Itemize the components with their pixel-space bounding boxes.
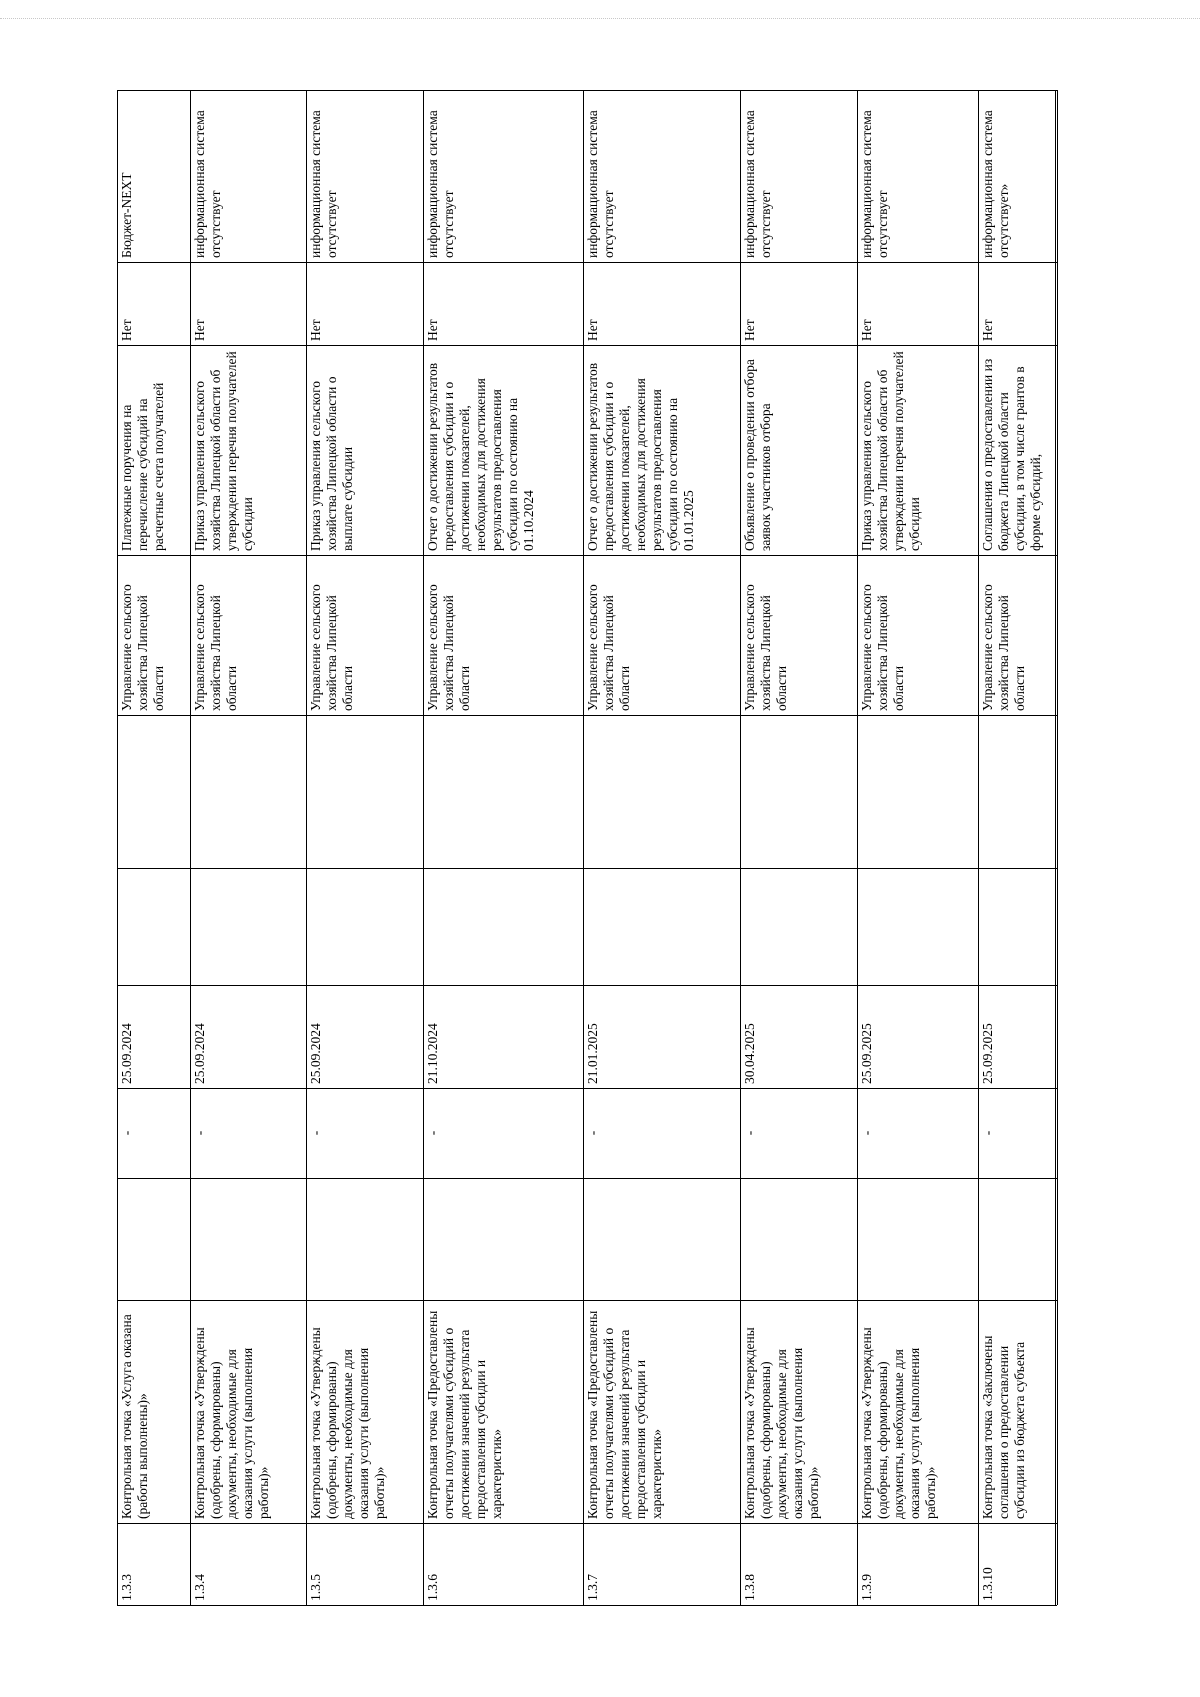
row-1-3-10-system-cell: информационная система отсутствует»	[980, 110, 1011, 258]
row-1-3-7-title-cell: Контрольная точка «Предоставлены отчеты получателями субсидий о достижении значений результата предоставления субсидии и характеристик»	[585, 1310, 664, 1519]
scan-edge-line	[0, 18, 1200, 19]
row-1-3-9-system-cell: информационная система отсутствует	[859, 110, 890, 258]
column-border	[117, 1178, 1057, 1179]
row-1-3-8-num-cell: 1.3.8	[742, 1574, 757, 1601]
row-1-3-5-start-cell	[306, 1178, 423, 1300]
row-1-3-4-c6-cell	[190, 715, 306, 868]
row-1-3-7-document-cell: Отчет о достижении результатов предоставления субсидии и о достижении показателей, необходимых для достижения результатов предоставления субсидии по состоянию на 01.01.2025	[585, 362, 696, 551]
row-1-3-9-start-cell	[857, 1178, 978, 1300]
row-1-3-10-end-cell: 25.09.2025	[980, 1023, 995, 1084]
row-1-3-7-c5-cell	[583, 868, 740, 985]
row-border	[117, 90, 118, 1605]
row-1-3-10-flag-cell: Нет	[980, 319, 995, 341]
row-1-3-6-responsible-cell: Управление сельского хозяйства Липецкой области	[425, 584, 472, 711]
row-1-3-10-c5-cell	[978, 868, 1055, 985]
row-border	[1055, 90, 1056, 1605]
row-1-3-6-end-cell: 21.10.2024	[425, 1023, 440, 1084]
row-1-3-6-title-cell: Контрольная точка «Предоставлены отчеты получателями субсидий о достижении значений результата предоставления субсидии и характеристик»	[425, 1310, 504, 1519]
row-1-3-7-flag-cell: Нет	[585, 319, 600, 341]
row-1-3-3-title-cell: Контрольная точка «Услуга оказана (работы выполнены)»	[119, 1314, 150, 1519]
row-1-3-6-flag-cell: Нет	[425, 319, 440, 341]
column-border	[117, 555, 1057, 556]
column-border	[117, 1523, 1057, 1524]
row-border	[190, 90, 191, 1605]
row-1-3-8-document-cell: Объявление о проведении отбора заявок участников отбора	[742, 359, 773, 551]
row-1-3-5-responsible-cell: Управление сельского хозяйства Липецкой области	[308, 584, 355, 711]
row-1-3-4-start-cell	[190, 1178, 306, 1300]
row-1-3-3-document-cell: Платежные поручения на перечисление субсидий на расчетные счета получателей	[119, 382, 166, 551]
row-1-3-8-end-cell: 30.04.2025	[742, 1023, 757, 1084]
row-1-3-10-start-cell	[978, 1178, 1055, 1300]
row-border	[740, 90, 741, 1605]
row-1-3-4-title-cell: Контрольная точка «Утверждены (одобрены, сформированы) документы, необходимые для оказания услуги (выполнения работы)»	[192, 1327, 271, 1519]
row-1-3-7-responsible-cell: Управление сельского хозяйства Липецкой области	[585, 584, 632, 711]
row-1-3-5-end-cell: 25.09.2024	[308, 1023, 323, 1084]
row-1-3-6-c5-cell	[423, 868, 583, 985]
column-border	[117, 1605, 1057, 1606]
row-1-3-9-c6-cell	[857, 715, 978, 868]
row-1-3-6-c6-cell	[423, 715, 583, 868]
row-1-3-6-document-cell: Отчет о достижении результатов предоставления субсидии и о достижении показателей, необходимых для достижения результатов предоставления субсидии по состоянию на 01.10.2024	[425, 362, 536, 551]
row-1-3-6-dash-cell: -	[425, 1130, 440, 1136]
row-1-3-5-dash-cell: -	[308, 1130, 323, 1136]
row-1-3-5-num-cell: 1.3.5	[308, 1574, 323, 1601]
row-1-3-3-responsible-cell: Управление сельского хозяйства Липецкой области	[119, 584, 166, 711]
column-border	[117, 715, 1057, 716]
row-1-3-9-dash-cell: -	[859, 1130, 874, 1136]
row-1-3-3-end-cell: 25.09.2024	[119, 1023, 134, 1084]
row-1-3-3-start-cell	[117, 1178, 190, 1300]
row-1-3-6-num-cell: 1.3.6	[425, 1574, 440, 1601]
row-1-3-10-document-cell: Соглашения о предоставлении из бюджета Липецкой области субсидии, в том числе грантов в форме субсидий,	[980, 358, 1043, 551]
row-1-3-3-c6-cell	[117, 715, 190, 868]
row-1-3-5-flag-cell: Нет	[308, 319, 323, 341]
row-1-3-7-end-cell: 21.01.2025	[585, 1023, 600, 1084]
row-1-3-8-system-cell: информационная система отсутствует	[742, 110, 773, 258]
row-1-3-9-end-cell: 25.09.2025	[859, 1023, 874, 1084]
row-1-3-4-document-cell: Приказ управления сельского хозяйства Липецкой области об утверждении перечня получателей субсидии	[192, 351, 255, 551]
row-1-3-4-end-cell: 25.09.2024	[192, 1023, 207, 1084]
row-1-3-4-dash-cell: -	[192, 1130, 207, 1136]
row-1-3-10-responsible-cell: Управление сельского хозяйства Липецкой области	[980, 584, 1027, 711]
row-1-3-4-c5-cell	[190, 868, 306, 985]
row-1-3-8-start-cell	[740, 1178, 857, 1300]
row-border	[857, 90, 858, 1605]
row-1-3-4-num-cell: 1.3.4	[192, 1574, 207, 1601]
row-1-3-9-num-cell: 1.3.9	[859, 1574, 874, 1601]
row-1-3-10-c6-cell	[978, 715, 1055, 868]
column-border	[117, 262, 1057, 263]
column-border	[117, 985, 1057, 986]
row-1-3-5-c6-cell	[306, 715, 423, 868]
row-1-3-8-responsible-cell: Управление сельского хозяйства Липецкой области	[742, 584, 789, 711]
row-1-3-3-system-cell: Бюджет-NEXT	[119, 172, 134, 258]
row-1-3-4-system-cell: информационная система отсутствует	[192, 110, 223, 258]
row-1-3-6-system-cell: информационная система отсутствует	[425, 110, 456, 258]
row-1-3-7-num-cell: 1.3.7	[585, 1574, 600, 1601]
row-1-3-5-system-cell: информационная система отсутствует	[308, 110, 339, 258]
column-border	[117, 345, 1057, 346]
row-1-3-8-c6-cell	[740, 715, 857, 868]
column-border	[117, 1300, 1057, 1301]
row-1-3-8-flag-cell: Нет	[742, 319, 757, 341]
row-1-3-10-title-cell: Контрольная точка «Заключены соглашения о предоставлении субсидии из бюджета субъекта	[980, 1335, 1027, 1519]
row-1-3-8-dash-cell: -	[742, 1130, 757, 1136]
row-1-3-9-c5-cell	[857, 868, 978, 985]
row-1-3-6-start-cell	[423, 1178, 583, 1300]
row-1-3-9-document-cell: Приказ управления сельского хозяйства Липецкой области об утверждении перечня получателей субсидии	[859, 351, 922, 551]
row-1-3-5-document-cell: Приказ управления сельского хозяйства Липецкой области о выплате субсидии	[308, 376, 355, 551]
row-1-3-3-num-cell: 1.3.3	[119, 1574, 134, 1601]
row-1-3-4-responsible-cell: Управление сельского хозяйства Липецкой области	[192, 584, 239, 711]
row-1-3-3-flag-cell: Нет	[119, 319, 134, 341]
column-border	[117, 868, 1057, 869]
row-1-3-9-title-cell: Контрольная точка «Утверждены (одобрены, сформированы) документы, необходимые для оказания услуги (выполнения работы)»	[859, 1327, 938, 1519]
row-1-3-8-title-cell: Контрольная точка «Утверждены (одобрены, сформированы) документы, необходимые для оказания услуги (выполнения работы)»	[742, 1327, 821, 1519]
row-1-3-4-flag-cell: Нет	[192, 319, 207, 341]
row-1-3-9-flag-cell: Нет	[859, 319, 874, 341]
table-right-border	[1057, 90, 1058, 1605]
row-border	[423, 90, 424, 1605]
row-border	[306, 90, 307, 1605]
row-1-3-5-c5-cell	[306, 868, 423, 985]
row-border	[978, 90, 979, 1605]
column-border	[117, 90, 1057, 91]
row-1-3-9-responsible-cell: Управление сельского хозяйства Липецкой области	[859, 584, 906, 711]
row-1-3-3-c5-cell	[117, 868, 190, 985]
row-1-3-7-c6-cell	[583, 715, 740, 868]
row-1-3-10-num-cell: 1.3.10	[980, 1567, 995, 1601]
row-1-3-10-dash-cell: -	[980, 1130, 995, 1136]
row-1-3-8-c5-cell	[740, 868, 857, 985]
row-1-3-7-system-cell: информационная система отсутствует	[585, 110, 616, 258]
column-border	[117, 1088, 1057, 1089]
row-1-3-5-title-cell: Контрольная точка «Утверждены (одобрены, сформированы) документы, необходимые для оказания услуги (выполнения работы)»	[308, 1327, 387, 1519]
row-1-3-7-dash-cell: -	[585, 1130, 600, 1136]
row-1-3-7-start-cell	[583, 1178, 740, 1300]
row-border	[583, 90, 584, 1605]
row-1-3-3-dash-cell: -	[119, 1130, 134, 1136]
